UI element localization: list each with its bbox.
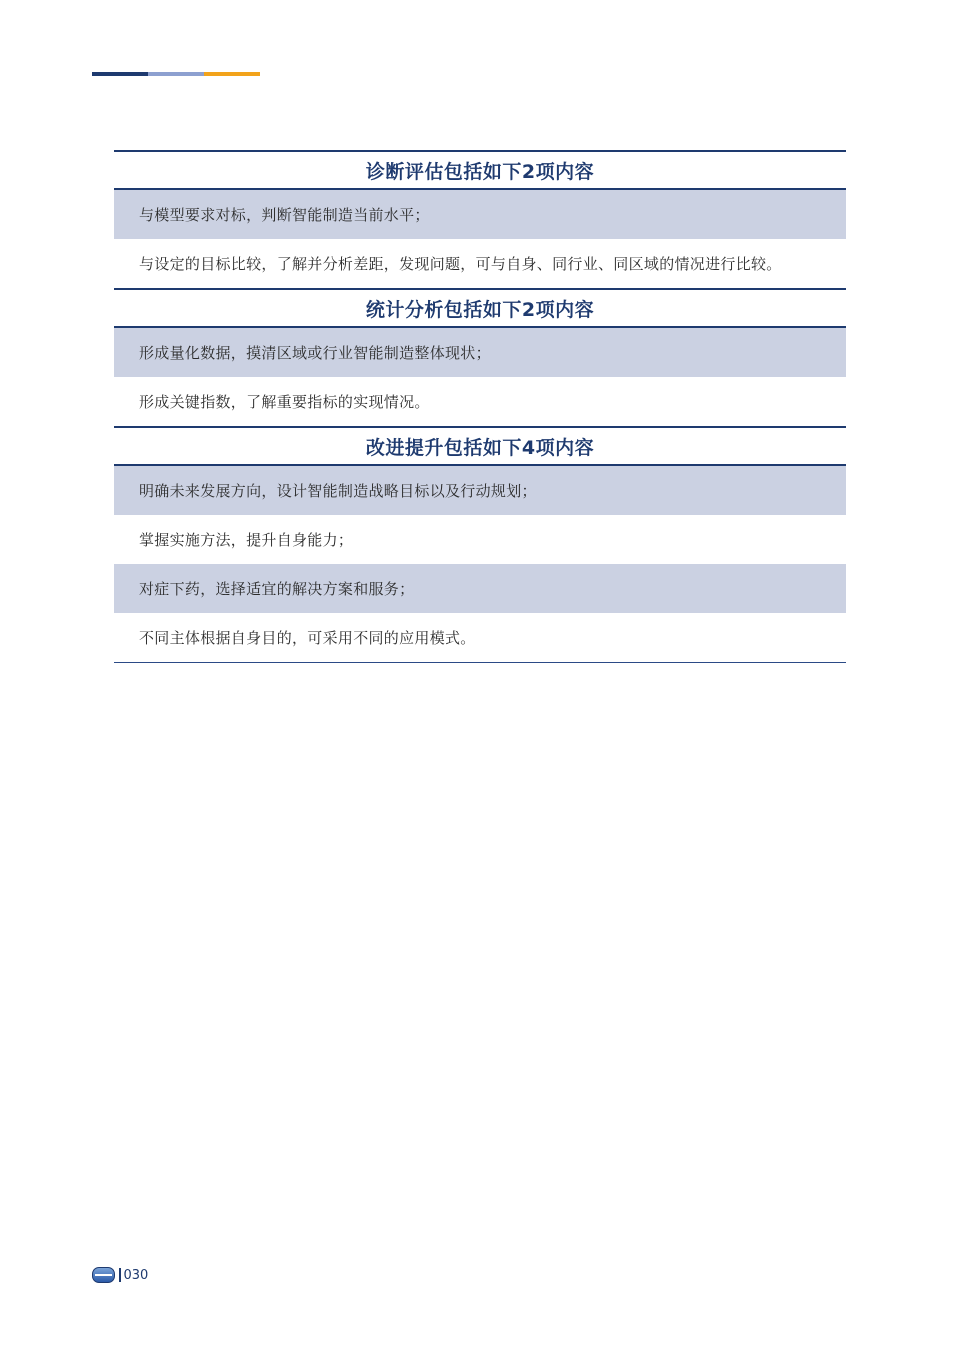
row-text: 形成量化数据，摸清区域或行业智能制造整体现状；	[139, 344, 491, 362]
section-title: 统计分析包括如下2项内容	[365, 298, 595, 321]
row-text: 不同主体根据自身目的，可采用不同的应用模式。	[139, 629, 476, 647]
row-text: 明确未来发展方向，设计智能制造战略目标以及行动规划；	[139, 482, 537, 500]
table-bottom-rule	[114, 662, 846, 663]
table-row	[114, 328, 846, 377]
accent-segment-orange	[204, 72, 260, 76]
section-title: 改进提升包括如下4项内容	[365, 436, 595, 459]
row-text: 掌握实施方法，提升自身能力；	[139, 531, 354, 549]
page-footer	[92, 1267, 148, 1283]
table-row	[114, 466, 846, 515]
row-text: 形成关键指数，了解重要指标的实现情况。	[139, 393, 430, 411]
section-header-improvement	[114, 426, 846, 466]
table-row	[114, 515, 846, 564]
content-table	[114, 150, 846, 663]
table-row	[114, 613, 846, 662]
accent-segment-navy	[92, 72, 148, 76]
row-text: 与设定的目标比较，了解并分析差距，发现问题，可与自身、同行业、同区域的情况进行比较。	[139, 255, 782, 273]
row-text: 对症下药，选择适宜的解决方案和服务；	[139, 580, 415, 598]
cmmm-logo-icon	[92, 1267, 115, 1283]
accent-segment-lightblue	[148, 72, 204, 76]
table-row	[114, 564, 846, 613]
section-header-statistics	[114, 288, 846, 328]
table-row	[114, 239, 846, 288]
row-text: 与模型要求对标，判断智能制造当前水平；	[139, 206, 430, 224]
top-accent-bar	[92, 72, 260, 76]
section-header-diagnosis	[114, 150, 846, 190]
page-number: 030	[123, 1267, 149, 1283]
table-row	[114, 190, 846, 239]
table-row	[114, 377, 846, 426]
section-title: 诊断评估包括如下2项内容	[365, 160, 595, 183]
footer-divider	[119, 1268, 121, 1282]
